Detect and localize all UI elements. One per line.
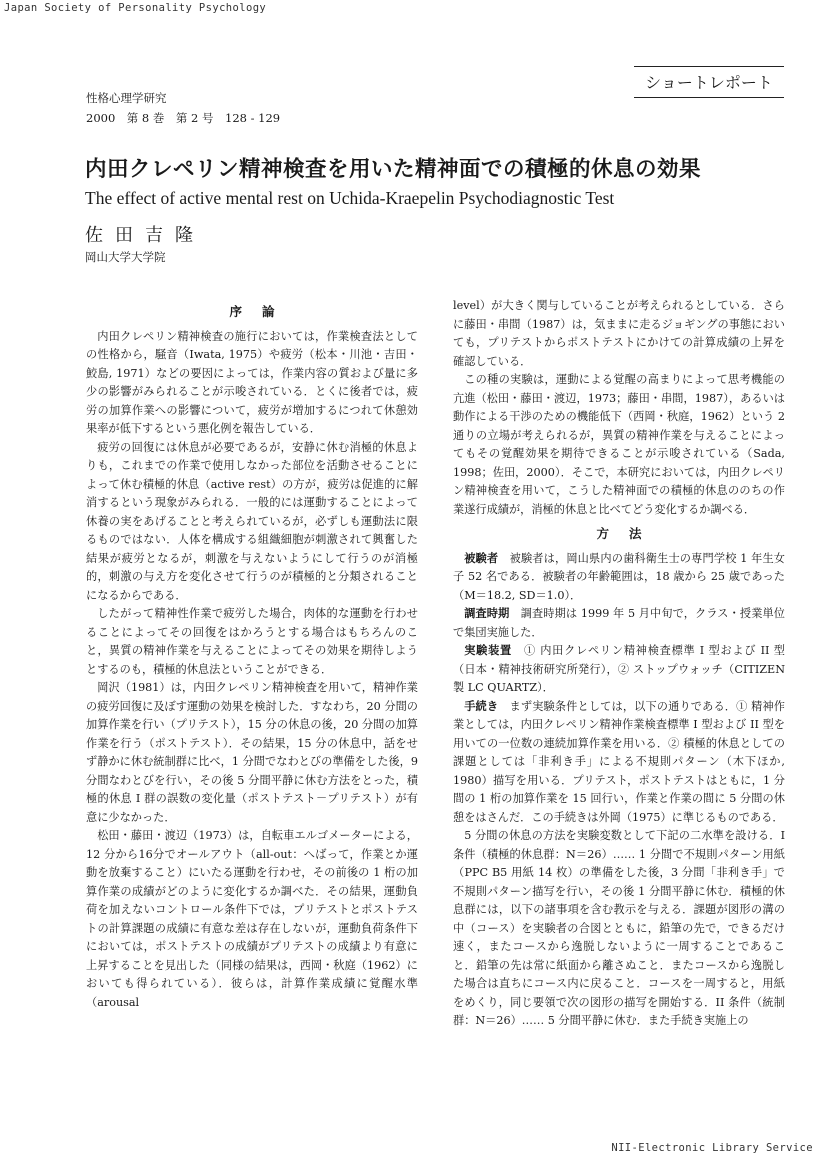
footer-service-label: NII-Electronic Library Service xyxy=(611,1142,813,1154)
right-column xyxy=(453,297,785,1031)
body-paragraph: level）が大きく関与していることが考えられるとしている．さらに藤田・串間（1987）は，気ままに走るジョギングの事態においても，プリテストからポストテストにかけての計算成績の上昇を確認している． xyxy=(453,299,785,368)
section-heading-intro: 序論 xyxy=(229,304,295,319)
article-title-ja: 内田クレペリン精神検査を用いた精神面での積極的休息の効果 xyxy=(85,157,702,182)
method-text: 調査時期は 1999 年 5 月中旬で，クラス・授業単位で集団実施した． xyxy=(453,607,785,639)
body-paragraph: 岡沢（1981）は，内田クレペリン精神検査を用いて，精神作業の疲労回復に及ぼす運動の効果を検討した．すなわち，20 分間の加算作業を行い（プリテスト），15 分の休息の後，20 分間の加算作業を行う（ポストテスト）．その結果，15 分の休息中，話をせず静かに休む統制群に比べ，1 分間でなわとびの準備をした後，9 分間なわとびを行い，その後 5 分間平静に休む方法をとった，積極的休息 I 群の誤数の変化量（ポストテスト－プリテスト）が有意に少なかった． xyxy=(86,681,418,824)
method-text: まず実験条件としては，以下の通りである．① 精神作業としては，内田クレペリン精神作業検査標準 I 型および II 型を用いての一位数の連続加算作業を用いる．② 積極的休息としての課題としては「非利き手」による不規則パターン（木下ほか, 1980）描写を用いる．プリテスト，ポストテストはともに，1 分間の 1 桁の加算作業を 15 回行い，作業と作業の間に 5 分間の休憩をはさんだ．この手続きは外岡（1975）に準じるものである． xyxy=(453,699,785,824)
left-column xyxy=(86,297,418,1012)
method-label: 手続き xyxy=(464,699,499,713)
society-banner: Japan Society of Personality Psychology xyxy=(4,2,267,14)
article-title-en: The effect of active mental rest on Uchida-Kraepelin Psychodiagnostic Test xyxy=(85,188,615,208)
method-label: 被験者 xyxy=(464,551,499,565)
method-text: 被験者は，岡山県内の歯科衛生士の専門学校 1 年生女子 52 名である．被験者の年齢範囲は，18 歳から 25 歳であった（M＝18.2, SD＝1.0）． xyxy=(453,551,785,602)
method-label: 実験装置 xyxy=(464,644,512,657)
journal-name: 性格心理学研究 xyxy=(86,91,167,105)
body-paragraph: 疲労の回復には休息が必要であるが，安静に休む消極的休息よりも，これまでの作業で使用しなかった部位を活動させることによって休む積極的休息（active rest）の方が，疲労は促進的に解消するという現象がみられる．一般的には運動することによって休養の実をあげることと考えられているが，必ずしも運動法に限るものではない．人体を構成する組織細胞が刺激されて興奮した結果が疲労となるが，刺激を与えないようにして行うのが消極的，刺激の与え方を変化させて行うのが積極的と分類されることになるからである． xyxy=(86,440,418,602)
method-item xyxy=(453,550,785,606)
author-name: 佐田吉隆 xyxy=(85,225,205,246)
body-paragraph: 内田クレペリン精神検査の施行においては，作業検査法としての性格から，騒音（Iwata, 1975）や疲労（松本・川池・吉田・鮫島, 1971）などの要因によっては，作業内容の質および量に多少の影響がみられることが示唆されている．とくに後者では，疲労の加算作業への影響について，疲労が増加するにつれて休憩効果率が低下するという悪化例を報告している． xyxy=(86,329,418,435)
body-paragraph: この種の実験は，運動による覚醒の高まりによって思考機能の亢進（松田・藤田・渡辺，1973；藤田・串間，1987），あるいは動作による干渉のための機能低下（西岡・秋庭，1962）という 2 通りの立場が考えられるが，異質の精神作業を与えることによってもその覚醒効果を期待できることが示唆されている（Sada, 1998；佐田，2000）．そこで，本研究においては，内田クレペリン精神検査を用いて，こうした精神面での積極的休息ののちの作業遂行成績が，消極的休息と比べてどう変化するか調べる． xyxy=(453,373,785,516)
method-text: ① 内田クレペリン精神検査標準 I 型および II 型（日本・精神技術研究所発行），② ストップウォッチ（CITIZEN 製 LC QUARTZ）． xyxy=(453,644,785,694)
body-paragraph: 松田・藤田・渡辺（1973）は，自転車エルゴメーターによる，12 分から16分でオールアウト（all-out：へばって，作業とか運動を放棄すること）にいたる運動を行わせ，その前後の 1 桁の加算作業の成績がどのように変化するか調べた．その結果，運動負荷を加えないコントロール条件下では，プリテストとポストテストの計算課題の成績に有意な差は存在しないが，運動負荷条件下においては，ポストテストの成績がプリテストの成績より有意に上昇することを見出した（同様の結果は，西岡・秋庭（1962）においても得られている）．彼らは，計算作業成績に覚醒水準（arousal xyxy=(86,829,418,1009)
method-item xyxy=(453,642,785,698)
method-label: 調査時期 xyxy=(464,607,510,620)
journal-info xyxy=(86,88,280,128)
method-item xyxy=(453,698,785,828)
section-heading-method: 方法 xyxy=(596,526,662,541)
author-affiliation: 岡山大学大学院 xyxy=(85,250,166,264)
method-item xyxy=(453,605,785,642)
body-paragraph: したがって精神性作業で疲労した場合，肉体的な運動を行わせることによってその回復をはかろうとする場合はもちろんのこと，異質の精神作業を与えることによってその効果を期待しようとするのも，積極的休息法ということができる． xyxy=(86,607,418,676)
journal-issue: 2000 第 8 巻 第 2 号 128 - 129 xyxy=(86,111,281,125)
report-type-label: ショートレポート xyxy=(634,66,784,98)
body-paragraph: 5 分間の休息の方法を実験変数として下記の二水準を設ける．I 条件（積極的休息群：N＝26）…… 1 分間で不規則パターン用紙（PPC B5 用紙 14 枚）の準備をした後，3 分間「非利き手」で不規則パターン描写を行い，その後 1 分間平静に休む．積極的休息群には，以下の諸事項を含む教示を与える．課題が図形の溝の中（コース）を実験者の合図とともに，鉛筆の先で，できるだけ速く，またコースから逸脱しないように一周することであること．鉛筆の先は常に紙面から離さぬこと．またコースから逸脱した場合は直ちにコース内に戻ること．コースを一周すると，用紙をめくり，同じ要領で次の図形の描写を開始する．II 条件（統制群：N＝26）…… 5 分間平静に休む．また手続き実施上の xyxy=(453,829,785,1027)
